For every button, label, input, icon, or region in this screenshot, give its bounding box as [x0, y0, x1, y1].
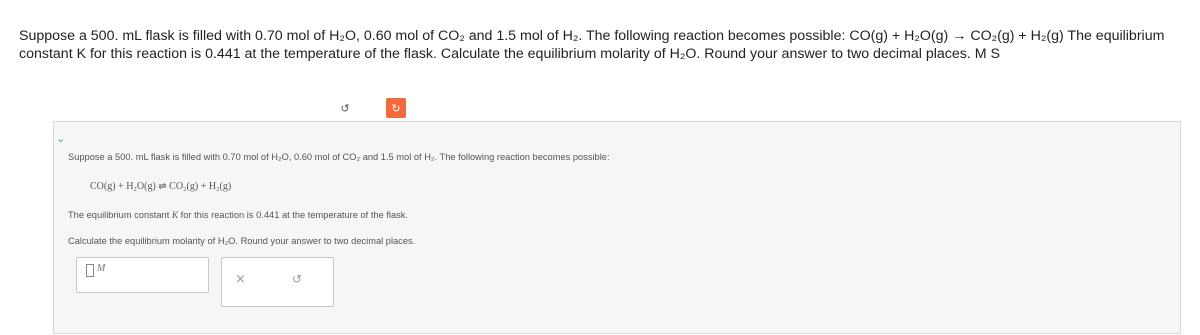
answer-input-box[interactable] [76, 257, 209, 293]
redo-icon[interactable]: ↻ [386, 98, 406, 118]
reaction-equation: CO(g) + H₂O(g) ⇌ CO₂(g) + H₂(g) [90, 181, 232, 192]
reset-icon[interactable]: ↺ [292, 272, 303, 286]
equilibrium-constant-symbol: K [171, 211, 179, 221]
panel-question-line-4: Calculate the equilibrium molarity of H₂O. Round your answer to two decimal places. [68, 236, 416, 246]
undo-icon[interactable]: ↺ [335, 98, 355, 118]
panel-question-line-1: Suppose a 500. mL flask is filled with 0.70 mol of H₂O, 0.60 mol of CO₂ and 1.5 mol of H₂. The following reaction becomes possible: [68, 152, 610, 162]
clear-button[interactable]: × [235, 272, 246, 287]
line3-text-a: The equilibrium constant [68, 210, 172, 220]
panel-question-line-3 [68, 210, 408, 221]
chevron-down-icon[interactable]: ⌄ [56, 132, 66, 145]
answer-input-field[interactable] [86, 264, 94, 277]
line3-text-b: for this reaction is 0.441 at the temperature of the flask. [178, 210, 409, 220]
question-text: Suppose a 500. mL flask is filled with 0.70 mol of H₂O, 0.60 mol of CO₂ and 1.5 mol of H₂. The following reaction becomes possible: CO(g) + H₂O(g) → CO₂(g) + H₂(g) The equilibrium constant K for this reaction is 0.441 at the temperature of the flask. Calculate the equilibrium molarity of H₂O. Round your answer to two decimal places. M S [19, 28, 1165, 62]
answer-unit-label: M [97, 263, 106, 274]
